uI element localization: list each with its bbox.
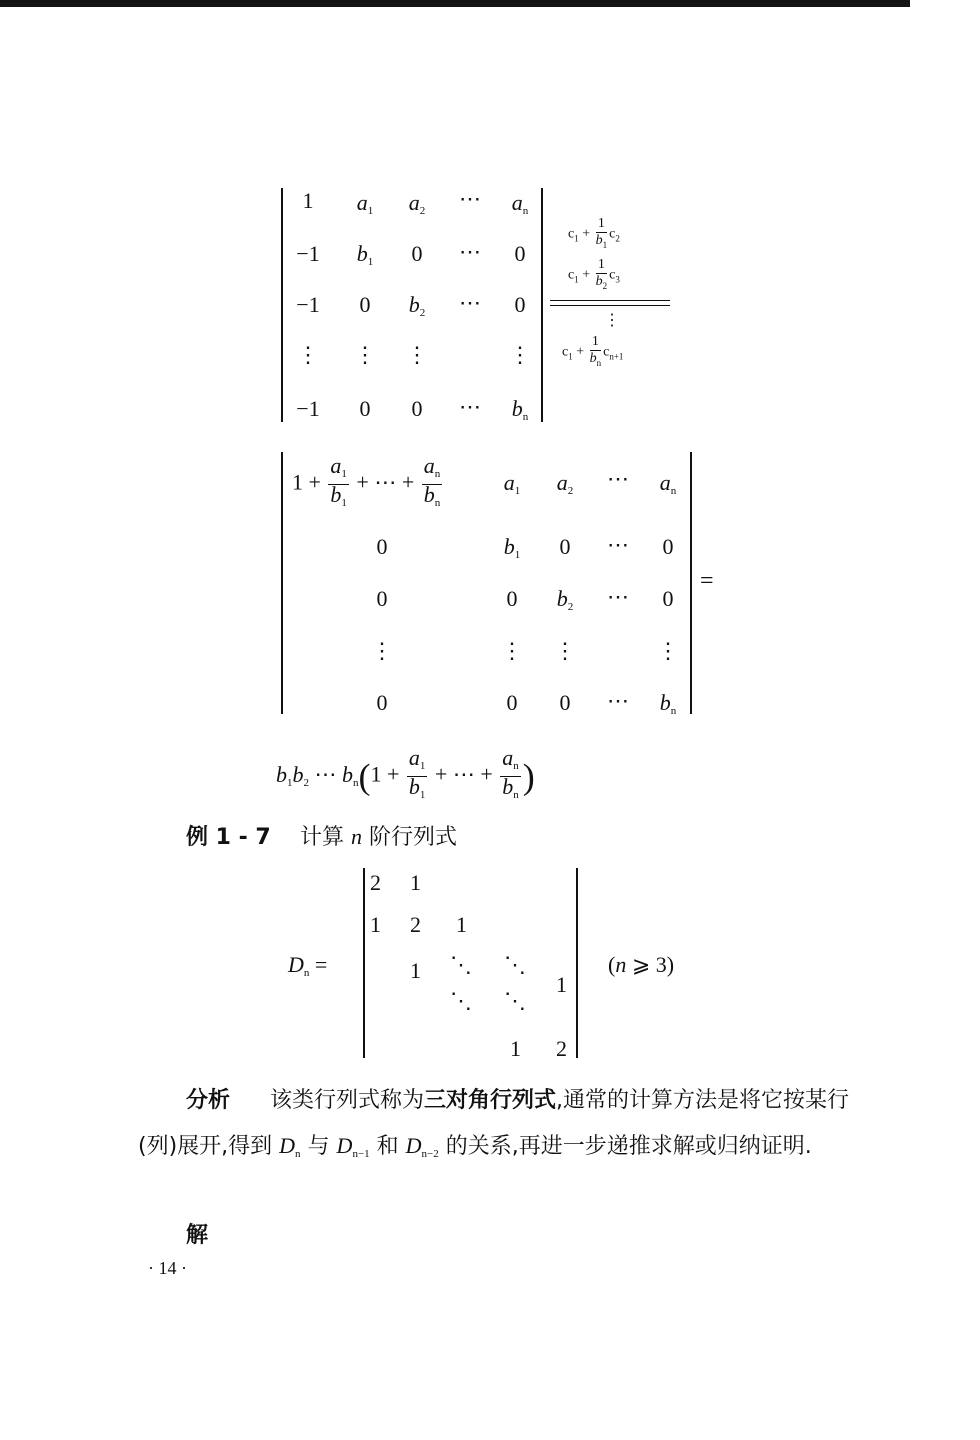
- det-label: $D_n$ =: [288, 952, 328, 979]
- example-label: 例 1 - 7: [186, 825, 271, 850]
- det2-cell: ⋯: [607, 466, 629, 491]
- det-ddots: ⋱: [504, 952, 526, 977]
- det1-cell: ⋯: [459, 239, 481, 264]
- det1-cell: $b_2$: [408, 292, 426, 319]
- det-entry: 2: [556, 1036, 567, 1061]
- det1-cell: ⋮: [509, 342, 531, 367]
- page-number: · 14 ·: [148, 1258, 187, 1278]
- det1-cell: 0: [411, 241, 423, 266]
- det2-cell: ⋯: [607, 584, 629, 609]
- det2-cell: ⋯: [607, 688, 629, 713]
- det-entry: 1: [410, 958, 421, 983]
- det2-cell: 0: [506, 690, 518, 715]
- arrow-line-lower: [550, 305, 670, 306]
- analysis-paragraph: 分析 该类行列式称为三对角行列式,通常的计算方法是将它按某行(列)展开,得到 $D_n$ 与 $D_{n-1}$ 和 $D_{n-2}$ 的关系,再进一步递推求解或归纳证明.: [138, 1088, 850, 1160]
- det-left-bar: [363, 868, 365, 1058]
- col-op-vdots: ⋮: [604, 312, 620, 329]
- det-entry: 1: [410, 870, 421, 895]
- det2-cell: 0: [376, 534, 388, 559]
- analysis-label: 分析: [186, 1088, 231, 1113]
- det2-left-bar: [281, 452, 283, 714]
- example-title: 计算 n 阶行列式: [300, 824, 457, 850]
- det1-cell: ⋯: [459, 290, 481, 315]
- arrow-line-upper: [550, 300, 670, 301]
- equals-sign: =: [700, 568, 714, 594]
- det-ddots: ⋱: [450, 988, 472, 1013]
- det2-cell: $b_n$: [659, 690, 677, 717]
- det1-cell: ⋮: [406, 342, 428, 367]
- result-expression: $b_1b_2$ ⋯ $b_n(1$ + $\frac{a_1}{b_1}$ + ⋯ + $\frac{a_n}{b_n}$ ): [276, 745, 535, 801]
- det1-cell: $a_n$: [511, 190, 529, 217]
- det2-cell: $a_1$: [503, 470, 521, 497]
- det1-cell: $b_1$: [356, 241, 374, 268]
- det1-cell: ⋯: [459, 186, 481, 211]
- det2-cell: $a_n$: [659, 470, 677, 497]
- det2-cell-first: 1 + $\frac{a_1}{b_1}$ + ⋯ + $\frac{a_n}{b_n}$: [292, 453, 441, 509]
- col-op-n: $c_1$ + $\frac{1}{b_n}$ $c_{n+1}$: [562, 334, 624, 368]
- det-entry: 1: [370, 912, 381, 937]
- det1-cell: $a_2$: [408, 190, 426, 217]
- det2-cell: 0: [662, 534, 674, 559]
- det1-cell: −1: [296, 292, 320, 317]
- det1-cell: ⋮: [354, 342, 376, 367]
- det1-cell: 0: [411, 396, 423, 421]
- det1-cell: 0: [359, 396, 371, 421]
- det2-cell: ⋮: [657, 638, 679, 663]
- det2-cell: 0: [506, 586, 518, 611]
- det2-cell: ⋮: [501, 638, 523, 663]
- det2-cell: 0: [376, 586, 388, 611]
- det2-cell: $b_2$: [556, 586, 574, 613]
- det-right-bar: [576, 868, 578, 1058]
- det1-cell: 0: [359, 292, 371, 317]
- det2-cell: 0: [559, 534, 571, 559]
- det-entry: 1: [456, 912, 467, 937]
- det2-cell: 0: [662, 586, 674, 611]
- det2-cell: 0: [376, 690, 388, 715]
- det2-cell: $a_2$: [556, 470, 574, 497]
- det-entry: 1: [556, 972, 567, 997]
- solution-label: 解: [186, 1223, 209, 1248]
- det-ddots: ⋱: [504, 988, 526, 1013]
- det-ddots: ⋱: [450, 952, 472, 977]
- top-border-rule: [0, 0, 910, 7]
- det1-cell: ⋯: [459, 394, 481, 419]
- det-entry: 2: [410, 912, 421, 937]
- det1-cell: 1: [302, 188, 314, 213]
- det1-cell: $b_n$: [511, 396, 529, 423]
- det1-cell: ⋮: [297, 342, 319, 367]
- det1-cell: −1: [296, 396, 320, 421]
- det2-cell: $b_1$: [503, 534, 521, 561]
- det1-cell: $a_1$: [356, 190, 374, 217]
- col-op-2: $c_1$ + $\frac{1}{b_2}$ $c_3$: [568, 257, 620, 291]
- det1-cell: 0: [514, 292, 526, 317]
- col-op-1: $c_1$ + $\frac{1}{b_1}$ $c_2$: [568, 216, 620, 250]
- det-condition: (n ⩾ 3): [608, 952, 675, 977]
- det2-cell: 0: [559, 690, 571, 715]
- det2-cell: ⋮: [554, 638, 576, 663]
- det-entry: 2: [370, 870, 381, 895]
- det2-cell: ⋮: [371, 638, 393, 663]
- det2-cell: ⋯: [607, 532, 629, 557]
- det-entry: 1: [510, 1036, 521, 1061]
- det1-cell: 0: [514, 241, 526, 266]
- det1-cell: −1: [296, 241, 320, 266]
